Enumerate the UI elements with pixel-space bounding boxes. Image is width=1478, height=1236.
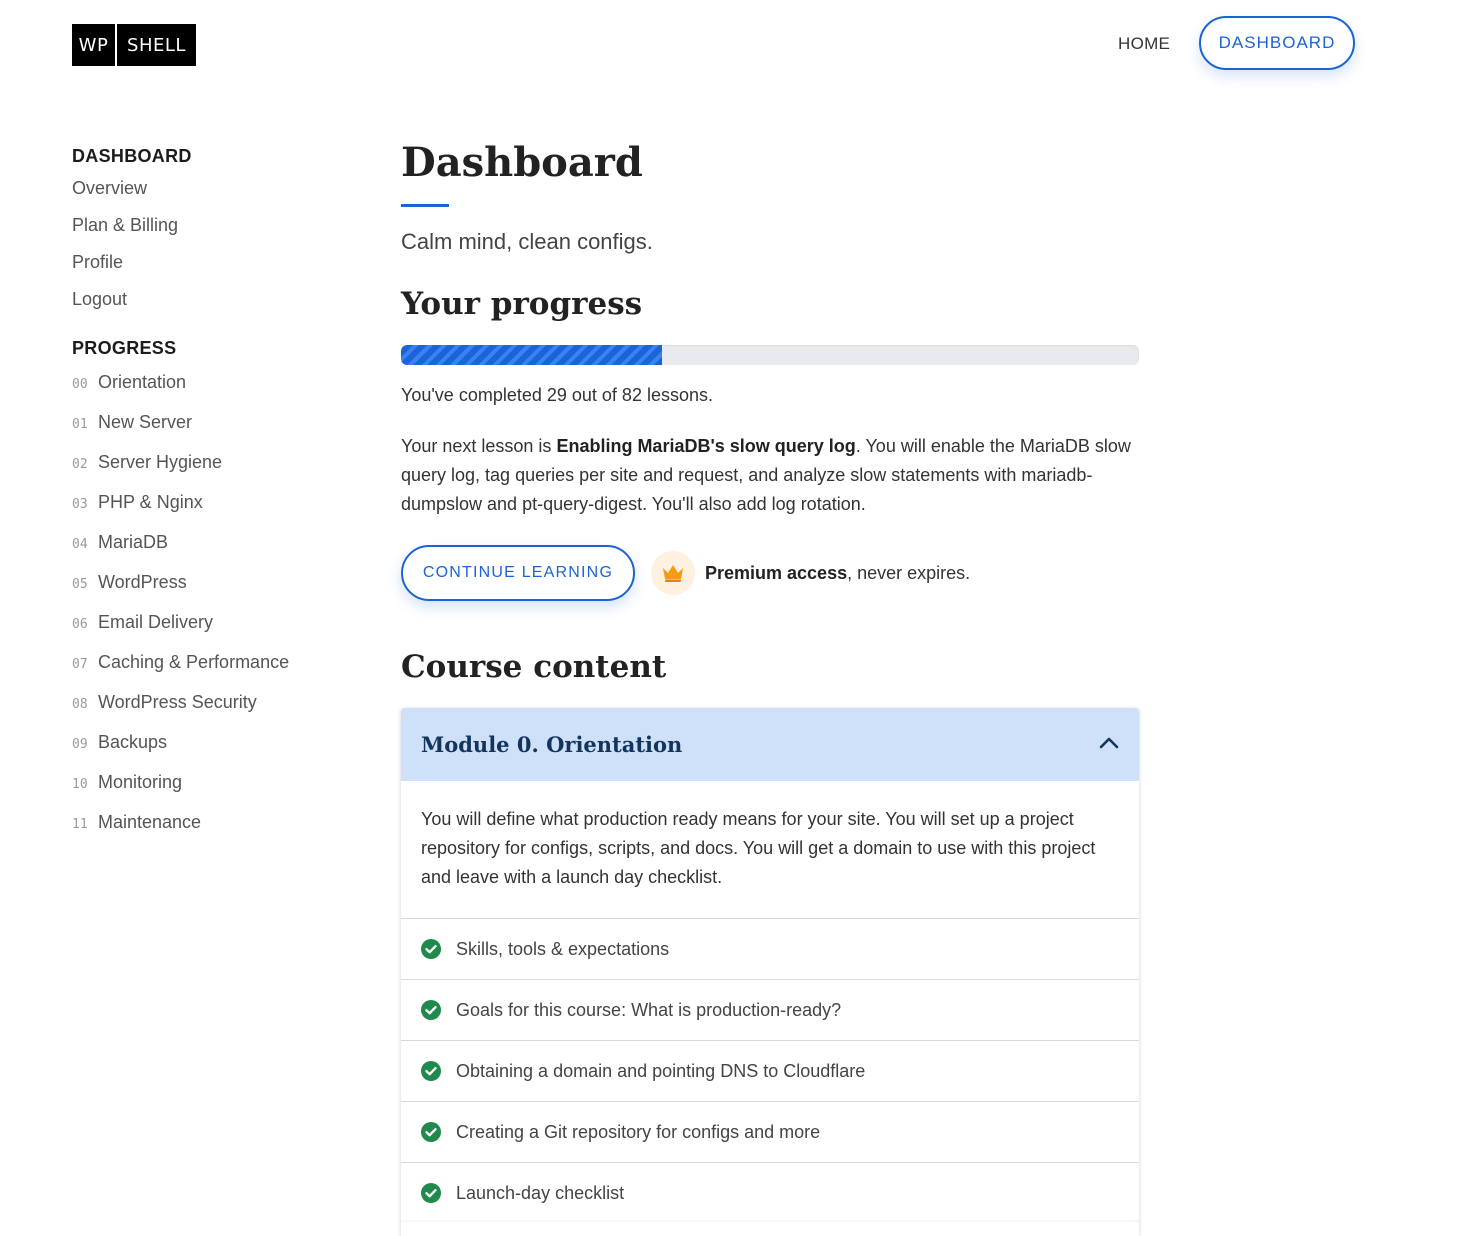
next-lesson-paragraph: [401, 432, 1141, 519]
chevron-up-icon[interactable]: [1099, 736, 1119, 754]
sidebar-module-item[interactable]: [72, 482, 332, 522]
module-number: 09: [72, 737, 88, 752]
sidebar-module-item[interactable]: [72, 402, 332, 442]
sidebar-module-item[interactable]: [72, 522, 332, 562]
sidebar-module-item[interactable]: [72, 642, 332, 682]
lessons-completed-text: You've completed 29 out of 82 lessons.: [401, 385, 713, 405]
module-label: PHP & Nginx: [98, 492, 203, 512]
lesson-item[interactable]: [401, 919, 1139, 980]
site-logo[interactable]: [72, 24, 196, 66]
check-circle-icon: [421, 1000, 441, 1020]
check-circle-icon: [421, 1061, 441, 1081]
check-circle-icon: [421, 1122, 441, 1142]
sidebar-progress-heading: PROGRESS: [72, 338, 177, 358]
sidebar-link-logout[interactable]: Logout: [72, 289, 128, 309]
lesson-item[interactable]: [401, 1041, 1139, 1102]
sidebar-module-item[interactable]: [72, 442, 332, 482]
module-number: 04: [72, 537, 88, 552]
module-label: New Server: [98, 412, 193, 432]
sidebar-link-overview[interactable]: Overview: [72, 178, 148, 198]
sidebar-module-item[interactable]: [72, 562, 332, 602]
lesson-title: Obtaining a domain and pointing DNS to Cloudflare: [456, 1060, 866, 1081]
module-number: 02: [72, 457, 88, 472]
module-label: Server Hygiene: [98, 452, 223, 472]
logo-shell-text: SHELL: [127, 34, 186, 56]
sidebar-module-item[interactable]: [72, 722, 332, 762]
module-number: 00: [72, 377, 88, 392]
progress-bar-fill: [401, 345, 662, 365]
module-number: 06: [72, 617, 88, 632]
main-content: [401, 134, 1141, 1223]
logo-wp-text: WP: [78, 34, 109, 56]
lesson-item[interactable]: [401, 980, 1139, 1041]
module-number: 11: [72, 817, 88, 832]
nav-dashboard-button[interactable]: DASHBOARD: [1199, 16, 1355, 70]
sidebar-module-item[interactable]: [72, 802, 332, 842]
lesson-item[interactable]: [401, 1163, 1139, 1223]
lesson-title: Skills, tools & expectations: [456, 938, 670, 959]
module-label: MariaDB: [98, 532, 169, 552]
module-card: [401, 708, 1139, 1223]
module-number: 10: [72, 777, 88, 792]
sidebar-dashboard-heading: DASHBOARD: [72, 146, 192, 166]
module-label: Backups: [98, 732, 168, 752]
premium-label: Premium access: [705, 562, 848, 583]
sidebar-module-item[interactable]: [72, 762, 332, 802]
sidebar-module-item[interactable]: [72, 682, 332, 722]
progress-heading: Your progress: [401, 286, 643, 322]
check-circle-icon: [421, 1183, 441, 1203]
module-label: Orientation: [98, 372, 187, 392]
sidebar-link-profile[interactable]: Profile: [72, 252, 124, 272]
lesson-item[interactable]: [401, 1102, 1139, 1163]
progress-bar: [401, 345, 1139, 365]
title-underline: [401, 204, 449, 207]
module-label: WordPress Security: [98, 692, 257, 712]
module-title: Module 0. Orientation: [421, 732, 683, 757]
next-lesson-prefix: Your next lesson is: [401, 436, 557, 456]
course-content-heading: Course content: [401, 649, 667, 685]
lesson-title: Creating a Git repository for configs and more: [456, 1121, 821, 1142]
module-number: 07: [72, 657, 88, 672]
premium-suffix: , never expires.: [847, 562, 971, 583]
module-label: Monitoring: [98, 772, 183, 792]
check-circle-icon: [421, 939, 441, 959]
nav-home-link[interactable]: HOME: [1118, 34, 1171, 53]
sidebar-link-plan-billing[interactable]: Plan & Billing: [72, 215, 179, 235]
lesson-title: Goals for this course: What is production-ready?: [456, 999, 842, 1020]
module-number: 08: [72, 697, 88, 712]
cta-row: [401, 544, 1141, 602]
page-title: Dashboard: [401, 139, 643, 186]
continue-learning-button[interactable]: CONTINUE LEARNING: [401, 545, 635, 601]
module-label: Caching & Performance: [98, 652, 290, 672]
page-tagline: Calm mind, clean configs.: [401, 229, 653, 254]
module-header[interactable]: [401, 708, 1139, 781]
sidebar: [72, 142, 332, 842]
premium-access-text: [705, 563, 970, 584]
module-label: Maintenance: [98, 812, 202, 832]
module-label: WordPress: [98, 572, 187, 592]
crown-icon: [651, 551, 695, 595]
module-number: 05: [72, 577, 88, 592]
sidebar-module-item[interactable]: [72, 362, 332, 402]
module-number: 03: [72, 497, 88, 512]
module-description: You will define what production ready means for your site. You will set up a project repository for configs, scripts, and docs. You will get a domain to use with this project and leave with a launch day checklist.: [401, 781, 1139, 919]
module-number: 01: [72, 417, 88, 432]
lesson-title: Launch-day checklist: [456, 1182, 625, 1203]
sidebar-module-item[interactable]: [72, 602, 332, 642]
next-lesson-description: . You will enable the MariaDB slow query log, tag queries per site and request, and analyze slow statements with mariadb-dumpslow and pt-query-digest. You'll also add log rotation.: [401, 436, 1131, 514]
module-label: Email Delivery: [98, 612, 214, 632]
next-lesson-name: Enabling MariaDB's slow query log: [556, 436, 856, 456]
